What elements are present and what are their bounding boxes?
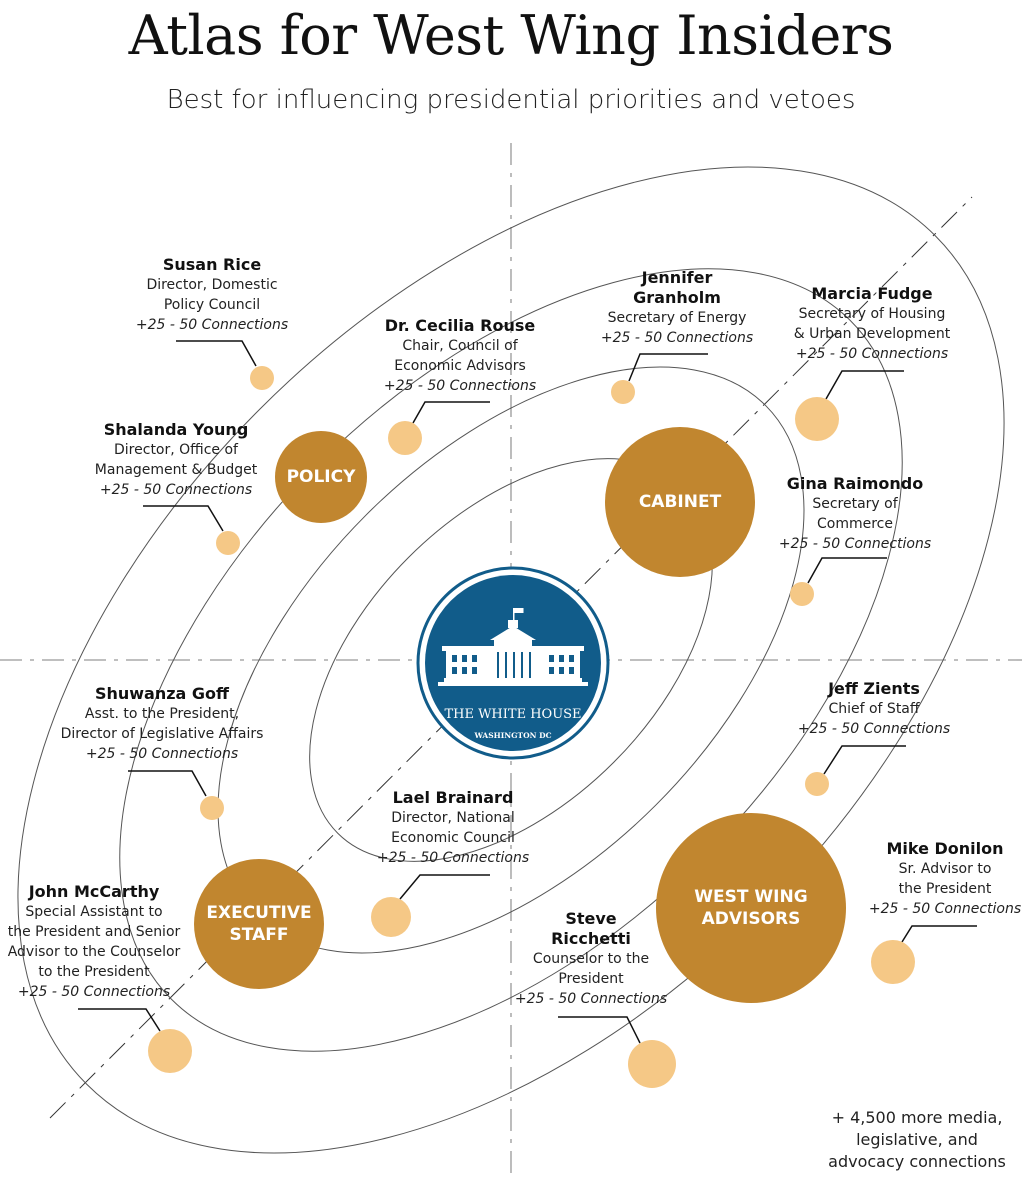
person-label-john-mccarthy <box>0 882 224 1002</box>
person-name: Gina Raimondo <box>786 474 924 493</box>
person-role: Special Assistant to the President and Senior Advisor to the Counselor to the President <box>7 904 181 980</box>
leader-line-steve-ricchetti <box>558 1017 640 1043</box>
person-connections: +25 - 50 Connections <box>17 984 171 1000</box>
person-name: Dr. Cecilia Rouse <box>384 316 536 335</box>
person-role: Secretary of Commerce <box>812 496 898 532</box>
person-label-lael-brainard <box>323 788 583 868</box>
person-role: Counselor to the President <box>532 951 650 987</box>
person-role: Sr. Advisor to the President <box>898 861 992 897</box>
person-label-gina-raimondo <box>725 474 985 554</box>
person-role: Chief of Staff <box>828 701 920 717</box>
page-subtitle: Best for influencing presidential priorities and vetoes <box>166 85 856 115</box>
person-role: Director, Domestic Policy Council <box>146 277 278 313</box>
person-name: Jennifer Granholm <box>633 268 721 307</box>
person-name: Marcia Fudge <box>811 284 933 303</box>
person-connections: +25 - 50 Connections <box>600 330 754 346</box>
person-node-shalanda-young <box>216 531 240 555</box>
person-node-shuwanza-goff <box>200 796 224 820</box>
person-role: Director, Office of Management & Budget <box>94 442 258 478</box>
person-node-susan-rice <box>250 366 274 390</box>
person-node-gina-raimondo <box>790 582 814 606</box>
leader-line-gina-raimondo <box>808 558 887 583</box>
person-connections: +25 - 50 Connections <box>868 901 1022 917</box>
person-name: Lael Brainard <box>392 788 514 807</box>
person-role: Secretary of Energy <box>607 310 747 326</box>
seal-subtitle: WASHINGTON DC <box>474 731 552 740</box>
person-connections: +25 - 50 Connections <box>376 850 530 866</box>
hub-label-policy: POLICY <box>286 467 356 487</box>
seal-title: THE WHITE HOUSE <box>444 707 582 722</box>
person-name: John McCarthy <box>28 882 160 901</box>
person-name: Jeff Zients <box>828 679 920 698</box>
person-name: Shalanda Young <box>103 420 249 439</box>
person-label-mike-donilon <box>815 839 1022 919</box>
person-node-lael-brainard <box>371 897 411 937</box>
person-name: Mike Donilon <box>886 839 1004 858</box>
person-connections: +25 - 50 Connections <box>85 746 239 762</box>
person-label-susan-rice <box>82 255 342 335</box>
hub-label-cabinet: CABINET <box>638 492 722 512</box>
person-name: Shuwanza Goff <box>94 684 230 703</box>
leader-line-lael-brainard <box>400 875 490 899</box>
person-node-mike-donilon <box>871 940 915 984</box>
person-label-marcia-fudge <box>742 284 1002 364</box>
person-label-shalanda-young <box>46 420 306 500</box>
person-connections: +25 - 50 Connections <box>514 991 668 1007</box>
person-node-jeff-zients <box>805 772 829 796</box>
person-role: Secretary of Housing & Urban Development <box>793 306 951 342</box>
person-label-steve-ricchetti <box>461 909 721 1009</box>
hub-label-westwing: WEST WING ADVISORS <box>694 887 808 929</box>
person-name: Steve Ricchetti <box>551 909 631 948</box>
leader-line-mike-donilon <box>902 926 977 942</box>
leader-line-shuwanza-goff <box>128 771 206 796</box>
person-node-marcia-fudge <box>795 397 839 441</box>
person-role: Chair, Council of Economic Advisors <box>394 338 526 374</box>
footnote: + 4,500 more media, legislative, and advocacy connections <box>828 1108 1006 1171</box>
person-node-jennifer-granholm <box>611 380 635 404</box>
leader-line-susan-rice <box>176 341 256 366</box>
person-connections: +25 - 50 Connections <box>795 346 949 362</box>
person-label-jeff-zients <box>744 679 1004 739</box>
hub-label-executive: EXECUTIVE STAFF <box>206 903 312 945</box>
person-connections: +25 - 50 Connections <box>797 721 951 737</box>
person-node-dr-cecilia-rouse <box>388 421 422 455</box>
person-role: Director, National Economic Council <box>391 810 515 846</box>
person-connections: +25 - 50 Connections <box>99 482 253 498</box>
person-node-steve-ricchetti <box>628 1040 676 1088</box>
person-name: Susan Rice <box>162 255 262 274</box>
person-label-shuwanza-goff <box>32 684 292 764</box>
leader-line-marcia-fudge <box>826 371 904 399</box>
person-role: Asst. to the President, Director of Legislative Affairs <box>60 706 264 742</box>
leader-line-shalanda-young <box>143 506 223 531</box>
person-node-john-mccarthy <box>148 1029 192 1073</box>
leader-line-dr-cecilia-rouse <box>413 402 490 423</box>
person-connections: +25 - 50 Connections <box>778 536 932 552</box>
person-connections: +25 - 50 Connections <box>135 317 289 333</box>
person-connections: +25 - 50 Connections <box>383 378 537 394</box>
leader-line-jeff-zients <box>824 746 906 774</box>
white-house-seal <box>418 568 608 758</box>
page-title: Atlas for West Wing Insiders <box>128 4 894 67</box>
